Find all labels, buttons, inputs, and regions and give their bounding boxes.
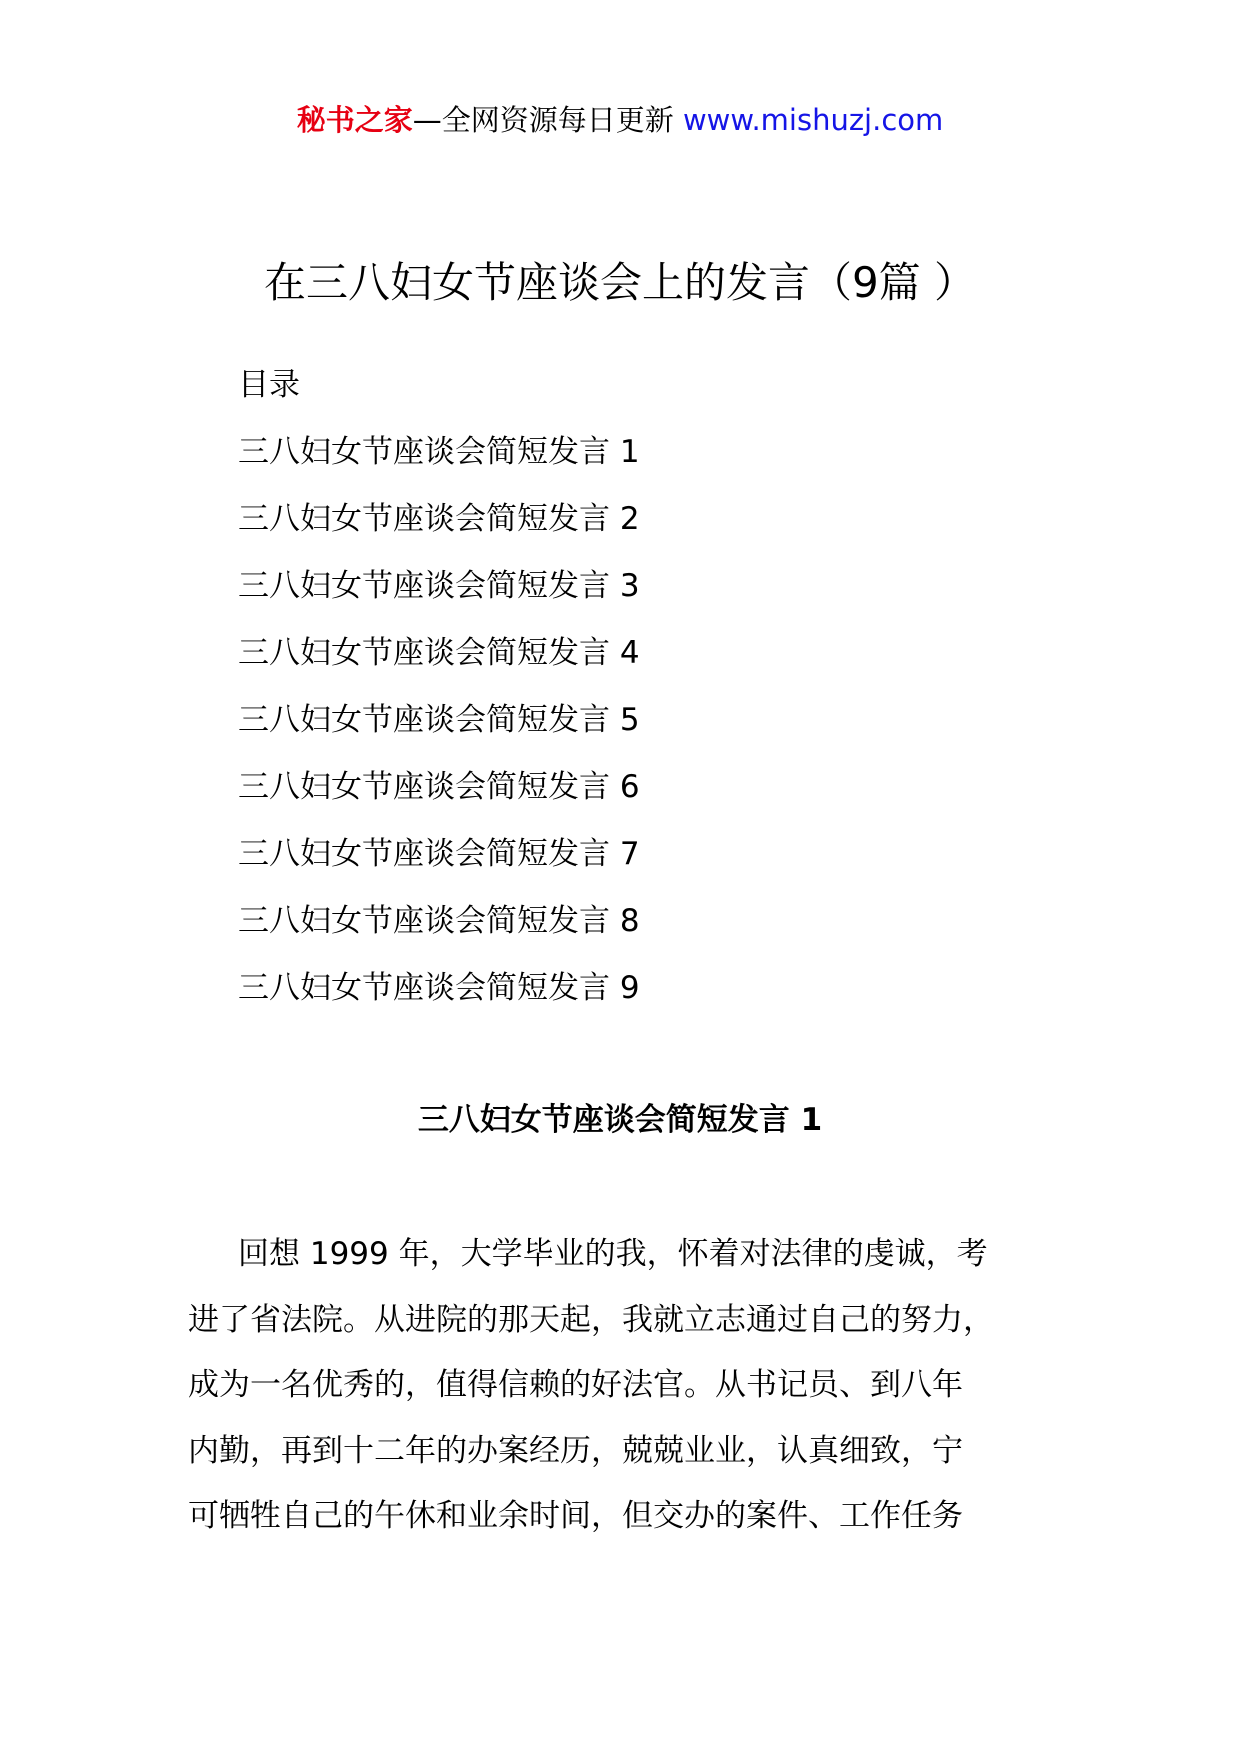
paragraph-line: 内勤，再到十二年的办案经历，兢兢业业，认真细致，宁 [188,1432,963,1469]
section-heading: 三八妇女节座谈会简短发言 1 [417,1102,823,1138]
table-of-contents [238,352,1038,1022]
site-brand: 秘书之家 [296,103,413,137]
toc-item-3[interactable]: 三八妇女节座谈会简短发言 3 [238,568,640,604]
site-url-link[interactable]: www.mishuzj.com [682,103,944,137]
toc-item-6[interactable]: 三八妇女节座谈会简短发言 6 [238,769,640,805]
toc-item-1[interactable]: 三八妇女节座谈会简短发言 1 [238,434,640,470]
site-tagline: —全网资源每日更新 [412,103,674,137]
paragraph-line: 成为一名优秀的，值得信赖的好法官。从书记员、到八年 [188,1367,963,1403]
paragraph-line: 回想 1999 年，大学毕业的我，怀着对法律的虔诚，考 [238,1236,988,1272]
site-header [0,100,1240,140]
paragraph-line: 进了省法院。从进院的那天起，我就立志通过自己的努力， [188,1301,994,1338]
toc-item-8[interactable]: 三八妇女节座谈会简短发言 8 [238,903,640,939]
toc-item-7[interactable]: 三八妇女节座谈会简短发言 7 [238,836,640,872]
toc-item-2[interactable]: 三八妇女节座谈会简短发言 2 [238,501,640,537]
document-title: 在三八妇女节座谈会上的发言（9篇 ） [263,258,977,307]
section-body [188,1222,1054,1550]
toc-item-9[interactable]: 三八妇女节座谈会简短发言 9 [238,970,640,1006]
toc-item-5[interactable]: 三八妇女节座谈会简短发言 5 [238,702,640,738]
paragraph-line: 可牺牲自己的午休和业余时间，但交办的案件、工作任务 [188,1498,963,1534]
toc-heading: 目录 [238,367,300,403]
toc-item-4[interactable]: 三八妇女节座谈会简短发言 4 [238,635,640,671]
